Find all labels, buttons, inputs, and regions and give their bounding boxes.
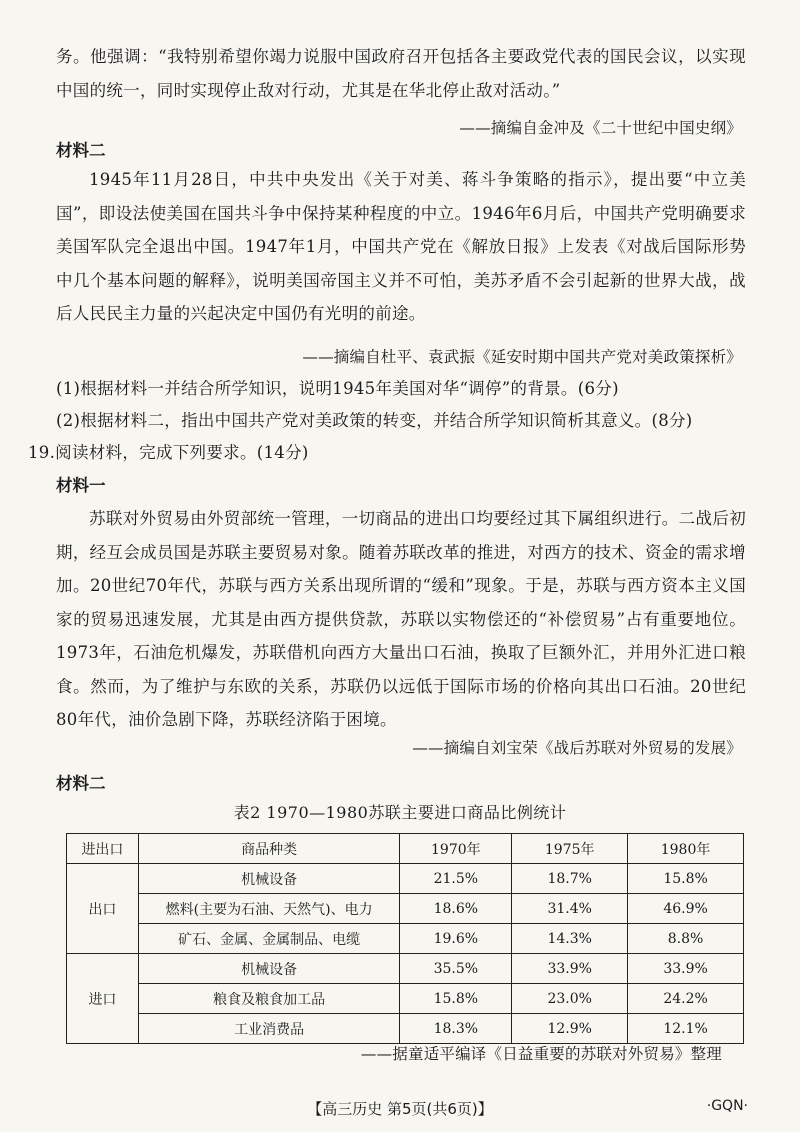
- page-footer: 【高三历史 第5页(共6页)】: [307, 1100, 493, 1118]
- group-label-export: 出口: [67, 864, 139, 954]
- header-cell: 进出口: [67, 834, 139, 864]
- value-cell: 31.4%: [512, 894, 628, 924]
- value-cell: 19.6%: [400, 924, 512, 954]
- header-cell: 商品种类: [138, 834, 400, 864]
- table-row: [67, 864, 744, 894]
- value-cell: 15.8%: [628, 864, 744, 894]
- trade-stats-table: [66, 833, 744, 1044]
- value-cell: 18.3%: [400, 1014, 512, 1044]
- value-cell: 33.9%: [628, 954, 744, 984]
- item-cell: 机械设备: [138, 954, 400, 984]
- value-cell: 15.8%: [400, 984, 512, 1014]
- table-caption: 表2 1970—1980苏联主要进口商品比例统计: [233, 803, 567, 822]
- value-cell: 35.5%: [400, 954, 512, 984]
- question-18-2: (2)根据材料二，指出中国共产党对美政策的转变，并结合所学知识简析其意义。(8分): [56, 411, 693, 430]
- table-row: [67, 954, 744, 984]
- group-label-import: 进口: [67, 954, 139, 1044]
- value-cell: 12.1%: [628, 1014, 744, 1044]
- item-cell: 矿石、金属、金属制品、电缆: [138, 924, 400, 954]
- material2-source: ——摘编自杜平、袁武振《延安时期中国共产党对美政策探析》: [302, 348, 742, 366]
- value-cell: 12.9%: [512, 1014, 628, 1044]
- header-cell: 1980年: [628, 834, 744, 864]
- item-cell: 粮食及粮食加工品: [138, 984, 400, 1014]
- value-cell: 23.0%: [512, 984, 628, 1014]
- material2-text: 1945年11月28日，中共中央发出《关于对美、蒋斗争策略的指示》，提出要“中立美国”，即设法使美国在国共斗争中保持某种程度的中立。1946年6月后，中国共产党明确要求美国军队完全退出中国。1947年1月，中国共产党在《解放日报》上发表《对战后国际形势中几个基本问题的解释》，说明美国帝国主义并不可怕，美苏矛盾不会引起新的世界大战，战后人民民主力量的兴起决定中国仍有光明的前途。: [56, 170, 746, 323]
- q19-material1-heading: 材料一: [56, 476, 106, 495]
- item-cell: 燃料(主要为石油、天然气)、电力: [138, 894, 400, 924]
- table-source: ——据童适平编译《日益重要的苏联对外贸易》整理: [360, 1045, 722, 1063]
- top-source: ——摘编自金冲及《二十世纪中国史纲》: [459, 119, 742, 137]
- question-19-title: 19.阅读材料，完成下列要求。(14分): [28, 443, 309, 462]
- q19-material2-heading: 材料二: [56, 774, 106, 793]
- table-row: [67, 984, 744, 1014]
- header-cell: 1975年: [512, 834, 628, 864]
- material2-heading: 材料二: [56, 141, 106, 160]
- value-cell: 18.6%: [400, 894, 512, 924]
- table-row: [67, 1014, 744, 1044]
- value-cell: 8.8%: [628, 924, 744, 954]
- value-cell: 18.7%: [512, 864, 628, 894]
- table-header-row: [67, 834, 744, 864]
- top-continuation: 务。他强调：“我特别希望你竭力说服中国政府召开包括各主要政党代表的国民会议，以实现中国的统一，同时实现停止敌对行动，尤其是在华北停止敌对活动。”: [56, 47, 746, 100]
- table-row: [67, 894, 744, 924]
- table-row: [67, 924, 744, 954]
- header-cell: 1970年: [400, 834, 512, 864]
- q19-material1-text: 苏联对外贸易由外贸部统一管理，一切商品的进出口均要经过其下属组织进行。二战后初期，经互会成员国是苏联主要贸易对象。随着苏联改革的推进，对西方的技术、资金的需求增加。20世纪70年代，苏联与西方关系出现所谓的“缓和”现象。于是，苏联与西方资本主义国家的贸易迅速发展，尤其是由西方提供贷款，苏联以实物偿还的“补偿贸易”占有重要地位。1973年，石油危机爆发，苏联借机向西方大量出口石油，换取了巨额外汇，并用外汇进口粮食。然而，为了维护与东欧的关系，苏联仍以远低于国际市场的价格向其出口石油。20世纪80年代，油价急剧下降，苏联经济陷于困境。: [56, 509, 746, 729]
- value-cell: 33.9%: [512, 954, 628, 984]
- value-cell: 21.5%: [400, 864, 512, 894]
- value-cell: 14.3%: [512, 924, 628, 954]
- q19-material1-source: ——摘编自刘宝荣《战后苏联对外贸易的发展》: [412, 739, 742, 757]
- value-cell: 24.2%: [628, 984, 744, 1014]
- question-18-1: (1)根据材料一并结合所学知识，说明1945年美国对华“调停”的背景。(6分): [56, 379, 619, 398]
- item-cell: 工业消费品: [138, 1014, 400, 1044]
- exam-code: ·GQN·: [706, 1098, 748, 1114]
- value-cell: 46.9%: [628, 894, 744, 924]
- item-cell: 机械设备: [138, 864, 400, 894]
